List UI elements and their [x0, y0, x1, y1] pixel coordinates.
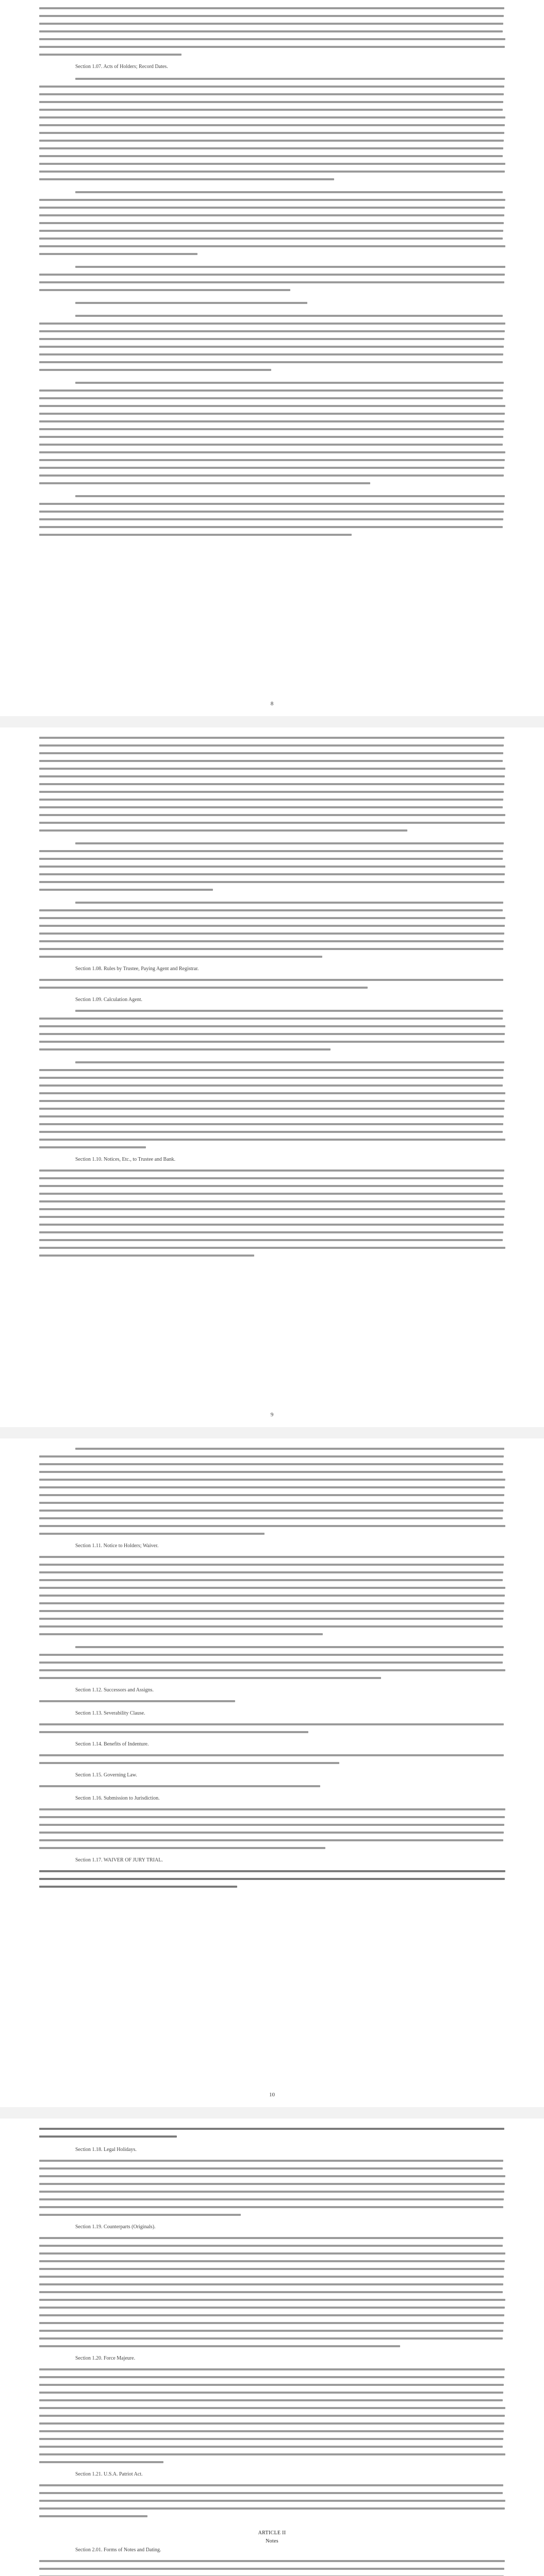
text-line: [39, 444, 503, 446]
text-line: [39, 230, 503, 232]
text-line: [39, 2268, 504, 2270]
text-line: [39, 1762, 339, 1764]
text-line: [39, 1069, 504, 1071]
text-line: [39, 1041, 504, 1043]
text-line: [39, 397, 503, 399]
text-line: [39, 214, 504, 216]
text-line: [39, 15, 504, 17]
text-line: [39, 1839, 503, 1841]
text-line: [39, 881, 504, 883]
text-line: [39, 940, 504, 942]
text-line: [39, 38, 505, 40]
text-line: [39, 1216, 504, 1218]
text-line: [39, 459, 505, 461]
text-line: [39, 1525, 505, 1527]
text-line: [39, 30, 503, 32]
text-line: [39, 1494, 504, 1496]
text-line: [39, 413, 505, 415]
text-line: [39, 806, 503, 808]
text-line: [39, 1033, 505, 1035]
page-separator: [0, 1427, 544, 1438]
text-line: [39, 873, 505, 875]
section-heading: Section 1.14. Benefits of Indenture.: [75, 1741, 149, 1747]
text-line: [39, 389, 503, 392]
text-line: [39, 2568, 504, 2570]
text-line: [39, 2322, 504, 2324]
text-line: [39, 1669, 505, 1671]
text-line: [39, 420, 504, 422]
text-line: [39, 132, 504, 134]
text-line: [39, 2438, 503, 2440]
text-line: [39, 238, 503, 240]
section-heading: Section 1.07. Acts of Holders; Record Dates.: [75, 64, 168, 70]
text-line: [75, 1646, 504, 1648]
text-line: [39, 467, 504, 469]
text-line: [39, 783, 504, 785]
text-line: [39, 518, 503, 520]
text-line: [39, 330, 505, 332]
text-line: [39, 2191, 504, 2193]
text-line: [39, 1139, 505, 1141]
text-line: [39, 2430, 504, 2432]
section-heading: Section 1.13. Severability Clause.: [75, 1710, 145, 1716]
text-line: [39, 925, 505, 927]
text-line: [39, 1824, 504, 1826]
text-line: [39, 2198, 504, 2200]
text-line: [39, 1816, 505, 1818]
text-line: [39, 1479, 505, 1481]
text-line: [39, 451, 505, 453]
text-line: [39, 2330, 503, 2332]
text-line: [39, 909, 503, 911]
text-line: [39, 866, 505, 868]
text-line: [39, 1471, 503, 1473]
text-line: [39, 1886, 237, 1888]
text-line: [75, 266, 505, 268]
text-line: [39, 2183, 505, 2185]
text-line: [39, 2446, 503, 2448]
section-heading: Section 1.10. Notices, Etc., to Trustee and Bank.: [75, 1157, 176, 1162]
text-line: [39, 987, 368, 989]
text-line: [39, 1731, 308, 1733]
text-line: [39, 737, 504, 739]
text-line: [39, 2128, 504, 2130]
text-line: [39, 199, 505, 201]
text-line: [39, 534, 352, 536]
section-heading: Section 1.09. Calculation Agent.: [75, 997, 142, 1003]
text-line: [39, 86, 504, 88]
text-line: [75, 1010, 503, 1012]
page-separator: [0, 2107, 544, 2119]
text-line: [39, 1587, 505, 1589]
text-line: [39, 2507, 505, 2510]
text-line: [39, 2245, 503, 2247]
section-heading: Section 1.08. Rules by Trustee, Paying Agent and Registrar.: [75, 966, 199, 972]
text-line: [39, 948, 503, 950]
text-line: [39, 436, 503, 438]
text-line: [39, 46, 505, 48]
text-line: [39, 1123, 503, 1125]
article-subtitle: Notes: [266, 2538, 278, 2544]
text-line: [39, 274, 505, 276]
text-line: [39, 155, 503, 157]
section-heading: Section 1.17. WAIVER OF JURY TRIAL.: [75, 1857, 163, 1863]
text-line: [39, 1625, 503, 1628]
section-heading: Section 1.20. Force Majeure.: [75, 2355, 136, 2361]
text-line: [39, 2500, 505, 2502]
text-line: [75, 1448, 504, 1450]
text-line: [39, 791, 504, 793]
text-line: [39, 1170, 504, 1172]
text-line: [39, 253, 197, 255]
text-line: [39, 2299, 505, 2301]
text-line: [39, 222, 504, 224]
text-line: [39, 323, 505, 325]
text-line: [39, 1533, 265, 1535]
text-line: [39, 1571, 503, 1573]
text-line: [39, 2368, 505, 2370]
text-line: [39, 1785, 320, 1787]
text-line: [39, 917, 505, 919]
text-line: [39, 526, 503, 528]
text-line: [39, 2399, 503, 2401]
text-line: [39, 1700, 235, 1702]
text-line: [39, 147, 503, 149]
text-line: [39, 1108, 504, 1110]
section-heading: Section 1.15. Governing Law.: [75, 1772, 137, 1778]
text-line: [39, 1224, 504, 1226]
text-line: [39, 428, 504, 430]
text-line: [39, 2167, 503, 2170]
text-line: [39, 163, 505, 165]
text-line: [39, 1018, 503, 1020]
text-line: [75, 302, 307, 304]
text-line: [39, 2345, 400, 2347]
text-line: [39, 482, 370, 484]
text-line: [39, 511, 504, 513]
text-line: [39, 1255, 254, 1257]
text-line: [39, 760, 503, 762]
text-line: [39, 1092, 505, 1094]
text-line: [39, 1231, 503, 1233]
text-line: [39, 178, 334, 180]
text-line: [39, 1878, 505, 1880]
text-line: [39, 2492, 503, 2494]
text-line: [39, 474, 504, 477]
text-line: [39, 281, 504, 283]
text-line: [39, 1208, 505, 1210]
text-line: [39, 101, 503, 103]
text-line: [39, 171, 505, 173]
text-line: [39, 1510, 503, 1512]
text-line: [39, 23, 503, 25]
text-line: [39, 744, 504, 747]
text-line: [39, 1100, 505, 1102]
text-line: [39, 2407, 505, 2409]
article-title: ARTICLE II: [258, 2530, 286, 2536]
text-line: [39, 2206, 503, 2208]
text-line: [39, 1556, 504, 1558]
text-line: [39, 1486, 505, 1488]
text-line: [39, 2291, 503, 2293]
text-line: [39, 405, 505, 407]
text-line: [39, 2484, 503, 2486]
text-line: [39, 54, 182, 56]
text-line: [75, 842, 504, 844]
text-line: [75, 495, 505, 497]
section-heading: Section 1.21. U.S.A. Patriot Act.: [75, 2471, 143, 2477]
text-line: [39, 1077, 503, 1079]
text-line: [39, 2252, 505, 2255]
text-line: [39, 353, 503, 355]
text-line: [39, 799, 503, 801]
text-line: [75, 902, 503, 904]
text-line: [39, 116, 505, 118]
text-line: [39, 2160, 503, 2162]
text-line: [39, 1754, 504, 1756]
text-line: [39, 2392, 503, 2394]
text-line: [39, 2276, 504, 2278]
text-line: [39, 1633, 323, 1635]
text-line: [39, 2214, 241, 2216]
text-line: [39, 2307, 505, 2309]
text-line: [39, 1115, 504, 1117]
text-line: [39, 858, 503, 860]
text-line: [39, 140, 504, 142]
text-line: [39, 2560, 505, 2562]
section-heading: Section 2.01. Forms of Notes and Dating.: [75, 2547, 161, 2553]
text-line: [39, 1723, 504, 1725]
text-line: [39, 829, 407, 832]
text-line: [39, 1847, 325, 1849]
text-line: [39, 338, 504, 340]
section-heading: Section 1.16. Submission to Jurisdiction.: [75, 1795, 160, 1801]
text-line: [39, 2384, 504, 2386]
text-line: [39, 1579, 503, 1581]
text-line: [39, 752, 503, 754]
text-line: [39, 2237, 503, 2239]
section-heading: Section 1.12. Successors and Assigns.: [75, 1687, 154, 1693]
text-line: [39, 2461, 163, 2463]
page-separator: [0, 716, 544, 727]
text-line: [39, 2415, 505, 2417]
text-line: [39, 1239, 503, 1241]
page-number: 8: [270, 701, 274, 707]
text-line: [39, 2422, 504, 2425]
text-line: [39, 289, 290, 291]
text-line: [39, 1517, 503, 1519]
text-line: [39, 124, 505, 126]
text-line: [39, 1177, 504, 1179]
text-line: [39, 346, 504, 348]
text-line: [39, 1131, 503, 1133]
text-line: [39, 1595, 505, 1597]
text-line: [75, 1061, 504, 1063]
text-line: [39, 2515, 147, 2517]
text-line: [75, 78, 505, 80]
text-line: [39, 109, 503, 111]
text-line: [39, 1610, 504, 1612]
text-line: [39, 245, 505, 247]
text-line: [75, 315, 503, 317]
text-line: [39, 1185, 503, 1187]
text-line: [39, 956, 322, 958]
text-line: [39, 1247, 505, 1249]
text-line: [75, 191, 503, 193]
section-heading: Section 1.11. Notice to Holders; Waiver.: [75, 1543, 159, 1549]
text-line: [39, 361, 503, 363]
text-line: [39, 768, 505, 770]
text-line: [39, 889, 213, 891]
text-line: [39, 2136, 177, 2138]
text-line: [39, 93, 504, 95]
text-line: [39, 2337, 503, 2340]
text-line: [39, 2283, 503, 2285]
text-line: [39, 1193, 503, 1195]
text-line: [39, 1455, 504, 1458]
text-line: [39, 2376, 504, 2378]
text-line: [39, 814, 505, 816]
page-number: 10: [269, 2092, 275, 2098]
text-line: [39, 1677, 381, 1679]
text-line: [39, 2175, 505, 2177]
text-line: [39, 1564, 504, 1566]
text-line: [39, 933, 504, 935]
text-line: [39, 1048, 331, 1050]
text-line: [39, 979, 503, 981]
text-line: [39, 822, 505, 824]
text-line: [39, 1618, 503, 1620]
text-line: [39, 503, 504, 505]
text-line: [39, 1832, 504, 1834]
text-line: [39, 1870, 505, 1872]
text-line: [39, 207, 505, 209]
text-line: [75, 382, 504, 384]
text-line: [39, 775, 505, 777]
text-line: [39, 2314, 504, 2316]
text-line: [39, 1654, 503, 1656]
text-line: [39, 1463, 503, 1465]
text-line: [39, 1602, 504, 1604]
text-line: [39, 2260, 505, 2262]
text-line: [39, 369, 271, 371]
text-line: [39, 1662, 503, 1664]
section-heading: Section 1.18. Legal Holidays.: [75, 2147, 137, 2153]
text-line: [39, 1502, 504, 1504]
text-line: [39, 1146, 146, 1148]
section-heading: Section 1.19. Counterparts (Originals).: [75, 2224, 156, 2230]
text-line: [39, 7, 504, 9]
text-line: [39, 850, 503, 852]
text-line: [39, 1084, 503, 1087]
text-line: [39, 1025, 505, 1027]
text-line: [39, 1200, 505, 1202]
text-line: [39, 2453, 505, 2455]
page-number: 9: [270, 1412, 274, 1418]
text-line: [39, 1808, 505, 1810]
